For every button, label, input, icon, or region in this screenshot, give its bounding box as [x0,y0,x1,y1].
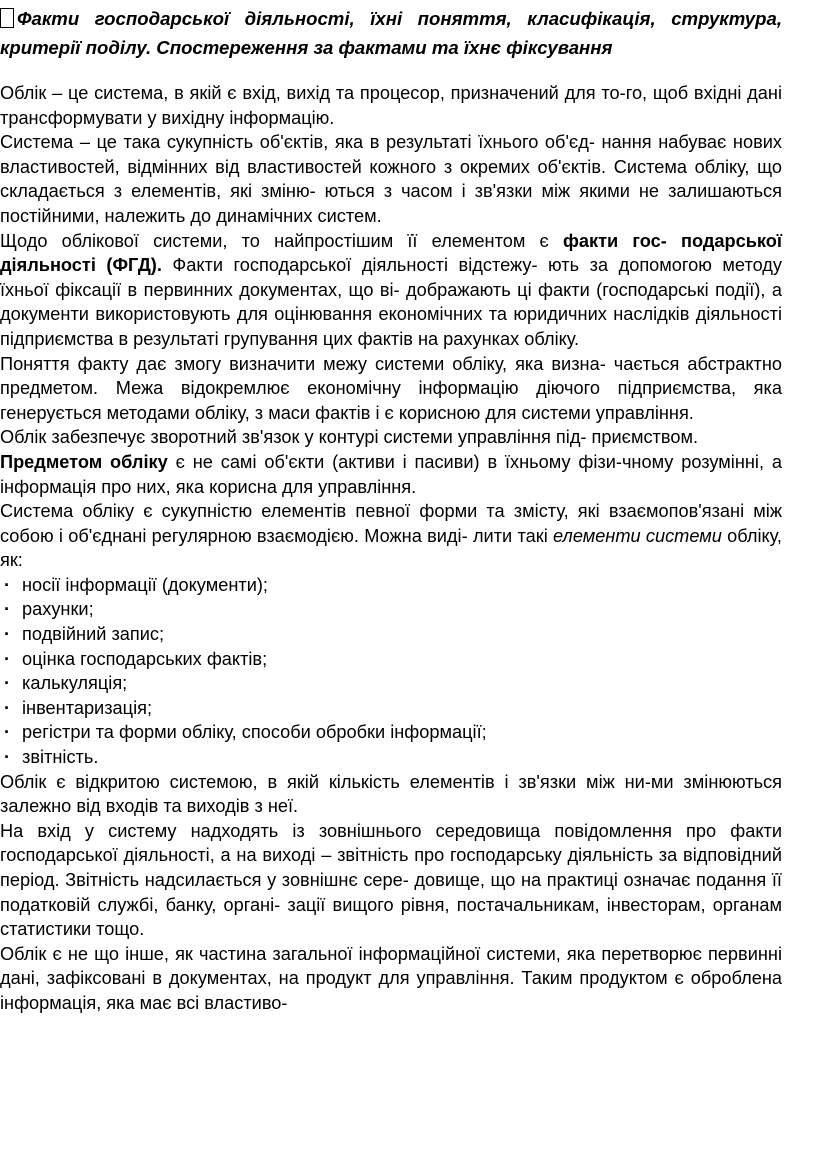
list-item-text: подвійний запис; [22,624,165,645]
paragraph-7-start: Система обліку є сукупністю елементів певної форми та змісту, які взаємопов'язані між собою і об'єднані регулярною взаємодією. Можна виді- лити такі [0,501,782,546]
bullet-icon: · [4,722,11,743]
paragraph-3 [0,229,782,352]
bullet-icon: · [4,574,11,595]
paragraph-4: Поняття факту дає змогу визначити межу системи обліку, яка визна- чається абстрактно предметом. Межа відокремлює економічну інформацію діючого підприємства, яка генерується методами обліку, з маси фактів і є корисною для системи управління. [0,353,782,423]
list-item [0,745,782,770]
bullet-icon: · [4,648,11,669]
paragraph-6-end: є не самі об'єкти (активи і пасиви) в їхньому фізи-чному розумінні, а інформація про них, яка корисна для управління. [0,451,782,497]
list-item [0,671,782,696]
document-body [0,81,782,1016]
paragraph-6-bold-term: Предметом обліку [0,451,168,472]
paragraph-6 [0,450,782,499]
list-item [0,647,782,672]
paragraph-3-start: Щодо облікової системи, то найпростішим її елементом є [0,230,563,251]
paragraph-3-bold-term: факти гос- подарської діяльності (ФГД). [0,230,782,276]
paragraph-1: Облік – це система, в якій є вхід, вихід та процесор, призначений для то-го, щоб вхідні дані трансформувати у вихідну інформацію. [0,83,782,128]
list-item-text: носії інформації (документи); [22,574,268,595]
list-item-text: рахунки; [22,599,94,620]
list-item [0,720,782,745]
bullet-icon: · [4,624,11,645]
list-item-text: оцінка господарських фактів; [22,648,268,669]
paragraph-7 [0,499,782,573]
bullet-icon: · [4,599,11,620]
document-title [0,4,782,62]
list-item-text: калькуляція; [22,673,128,694]
list-item [0,622,782,647]
list-item-text: інвентаризація; [22,697,153,718]
title-text: Факти господарської діяльності, їхні поняття, класифікація, структура, критерії поділу. Спостереження за фактами та їхнє фіксування [0,8,782,58]
paragraph-8: Облік є відкритою системою, в якій кількість елементів і зв'язки між ни-ми змінюються залежно від входів та виходів з неї. [0,771,782,817]
list-item [0,597,782,622]
bullet-icon: · [4,747,11,768]
bullet-icon: · [4,673,11,694]
paragraph-10: Облік є не що інше, як частина загальної інформаційної системи, яка перетворює первинні дані, зафіксовані в документах, на продукт для управління. Таким продуктом є оброблена інформація, яка має всі властиво- [0,943,782,1013]
bullet-icon: · [4,697,11,718]
list-item-text: регістри та форми обліку, способи обробки інформації; [22,722,487,743]
paragraph-3-end: Факти господарської діяльності відстежу- ють за допомогою методу їхньої фіксації в первинних документах, що ві- дображають ці факти (господарські події), а документи використовують для оцінювання економічних та юридичних наслідків діяльності підприємства в результаті групування цих фактів на рахунках обліку. [0,255,782,349]
paragraph-7-italic-term: елементи системи [553,525,722,546]
list-item [0,573,782,598]
missing-glyph-box-icon [0,8,14,28]
list-item-text: звітність. [22,747,99,768]
elements-list [0,573,782,770]
paragraph-9: На вхід у систему надходять із зовнішнього середовища повідомлення про факти господарської діяльності, а на виході – звітність про господарську діяльність за відповідний період. Звітність надсилається у зовнішнє сере- довище, що на практиці означає подання її податковій службі, банку, органі- зації вищого рівня, постачальникам, інвесторам, органам статистики тощо. [0,820,782,940]
paragraph-7-end: обліку, як: [0,525,782,571]
paragraph-5: Облік забезпечує зворотний зв'язок у контурі системи управління під- приємством. [0,427,698,448]
list-item [0,696,782,721]
paragraph-2: Система – це така сукупність об'єктів, яка в результаті їхнього об'єд- нання набуває нових властивостей, відмінних від властивостей кожного з окремих об'єктів. Система обліку, що складається з елементів, які зміню- ються з часом і зв'язки між якими не залишаються постійними, належить до динамічних систем. [0,132,782,226]
